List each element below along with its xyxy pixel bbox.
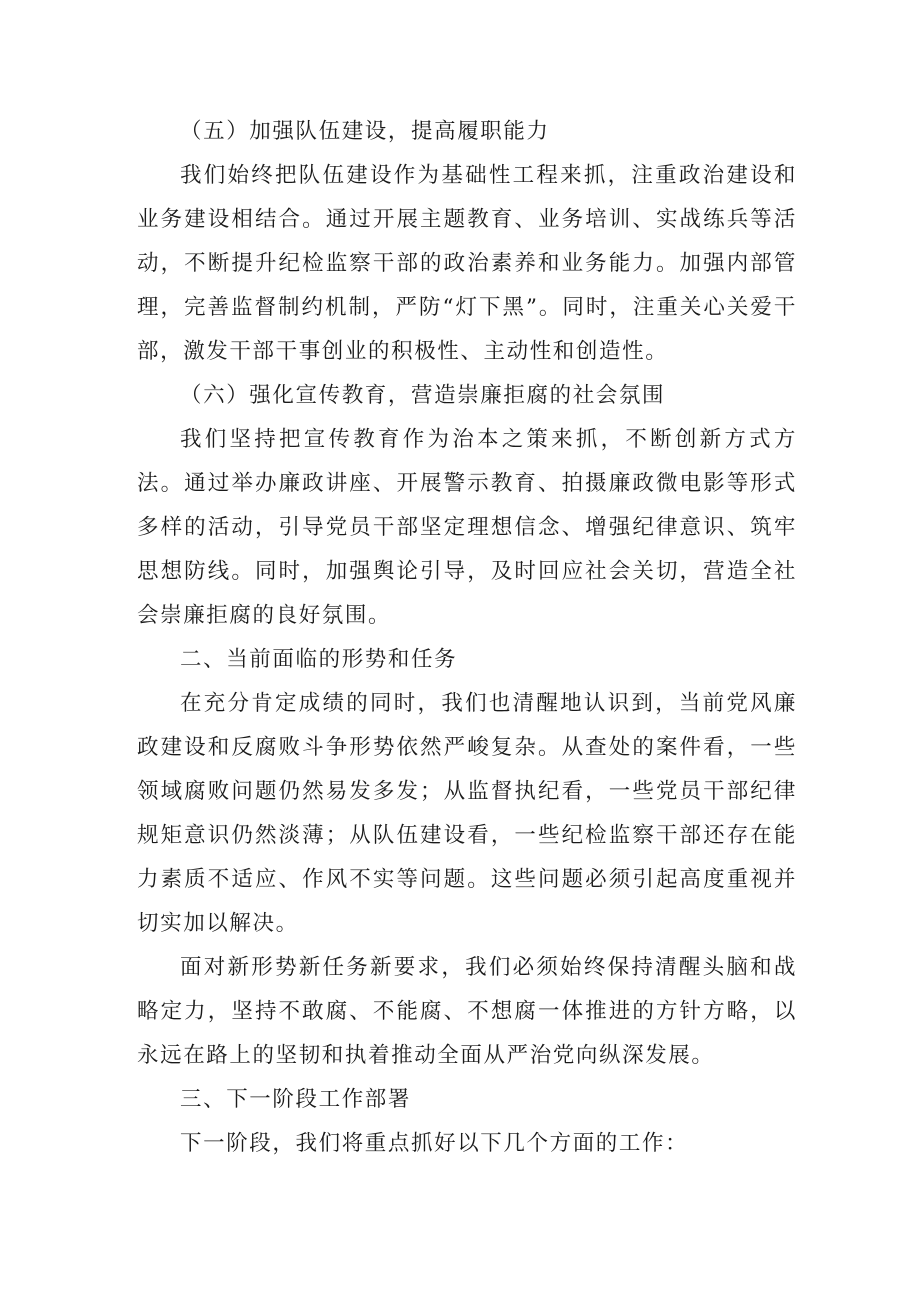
section-five-paragraph: 我们始终把队伍建设作为基础性工程来抓，注重政治建设和业务建设相结合。通过开展主题教育、业务培训、实战练兵等活动，不断提升纪检监察干部的政治素养和业务能力。加强内部管理，完善监督制约机制，严防“灯下黑”。同时，注重关心关爱干部，激发干部干事创业的积极性、主动性和创造性。 [137, 163, 797, 364]
part-two-paragraph-1: 在充分肯定成绩的同时，我们也清醒地认识到，当前党风廉政建设和反腐败斗争形势依然严峻复杂。从查处的案件看，一些领域腐败问题仍然易发多发；从监督执纪看，一些党员干部纪律规矩意识仍然淡薄；从队伍建设看，一些纪检监察干部还存在能力素质不适应、作风不实等问题。这些问题必须引起高度重视并切实加以解决。 [137, 691, 797, 936]
part-two-paragraph-2: 面对新形势新任务新要求，我们必须始终保持清醒头脑和战略定力，坚持不敢腐、不能腐、不想腐一体推进的方针方略，以永远在路上的坚韧和执着推动全面从严治党向纵深发展。 [137, 955, 797, 1068]
section-six-title: （六）强化宣传教育，营造崇廉拒腐的社会氛围 [180, 383, 666, 408]
document-body [137, 110, 797, 1166]
part-two-title: 二、当前面临的形势和任务 [180, 647, 458, 672]
part-three-paragraph: 下一阶段，我们将重点抓好以下几个方面的工作： [180, 1131, 689, 1156]
section-six-paragraph: 我们坚持把宣传教育作为治本之策来抓，不断创新方式方法。通过举办廉政讲座、开展警示教育、拍摄廉政微电影等形式多样的活动，引导党员干部坚定理想信念、增强纪律意识、筑牢思想防线。同时，加强舆论引导，及时回应社会关切，营造全社会崇廉拒腐的良好氛围。 [137, 427, 797, 628]
part-three-title: 三、下一阶段工作部署 [180, 1087, 412, 1112]
section-five-title: （五）加强队伍建设，提高履职能力 [180, 119, 550, 144]
